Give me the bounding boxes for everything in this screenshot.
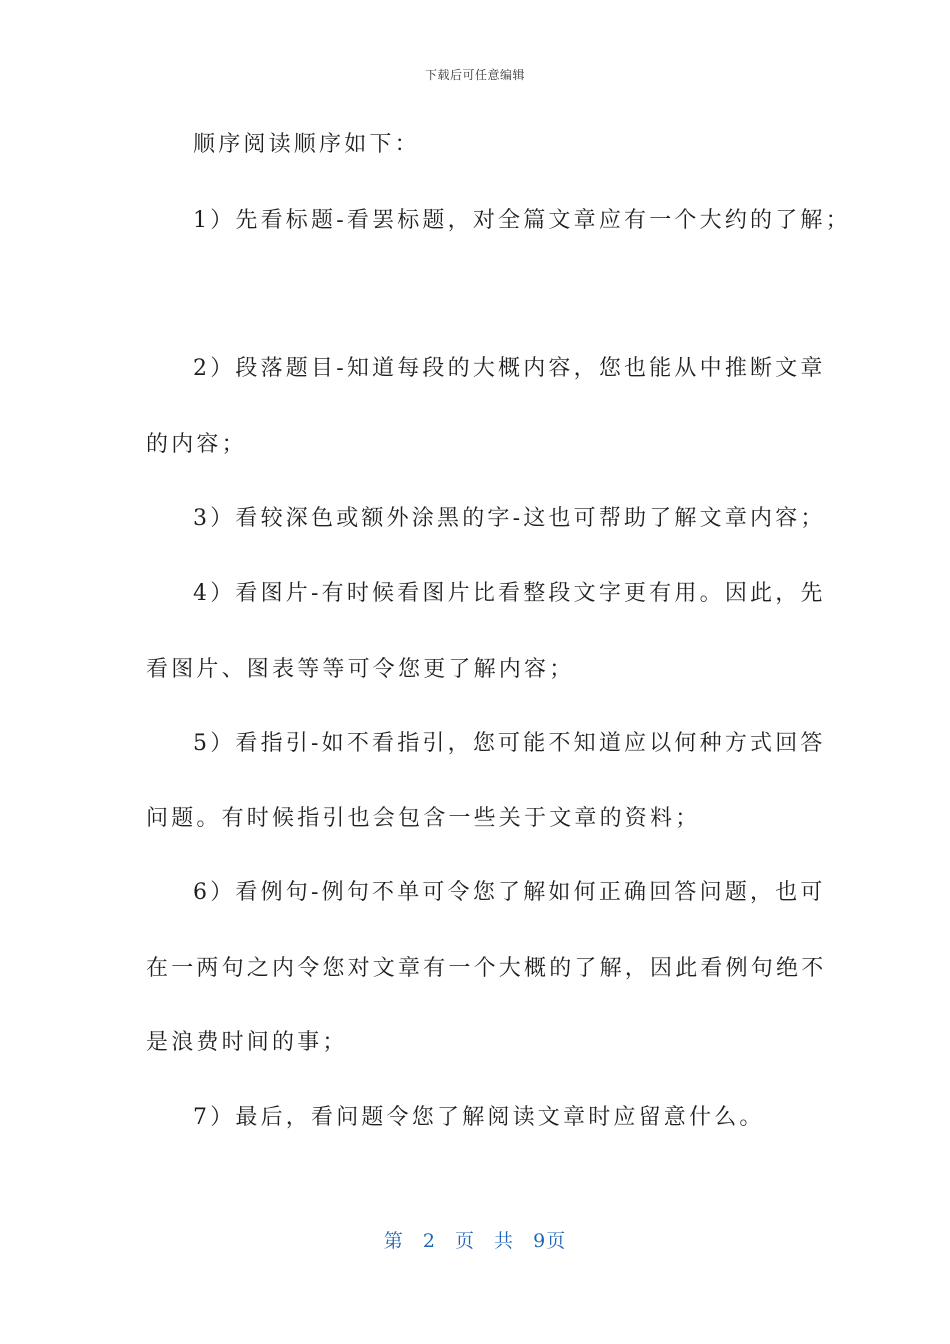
text-line: 看图片、图表等等可令您更了解内容； xyxy=(146,657,575,682)
footer-total-prefix: 共 xyxy=(494,1230,515,1252)
footer-current-page: 2 xyxy=(422,1230,436,1252)
text-line: 问题。有时候指引也会包含一些关于文章的资料； xyxy=(146,806,701,831)
text-line: 的内容； xyxy=(146,432,247,457)
text-line: 在一两句之内令您对文章有一个大概的了解，因此看例句绝不 xyxy=(146,956,827,981)
text-line: 1）先看标题-看罢标题，对全篇文章应有一个大约的了解； xyxy=(193,208,851,233)
text-line: 4）看图片-有时候看图片比看整段文字更有用。因此，先 xyxy=(193,581,826,606)
text-line: 7）最后，看问题令您了解阅读文章时应留意什么。 xyxy=(193,1105,765,1130)
header-note: 下载后可任意编辑 xyxy=(424,68,525,82)
footer-total-pages: 9页 xyxy=(533,1230,567,1252)
text-line: 顺序阅读顺序如下： xyxy=(193,132,420,157)
text-line: 2）段落题目-知道每段的大概内容，您也能从中推断文章 xyxy=(193,356,826,381)
text-line: 6）看例句-例句不单可令您了解如何正确回答问题，也可 xyxy=(193,880,826,905)
footer-prefix: 第 xyxy=(383,1230,404,1252)
text-line: 5）看指引-如不看指引，您可能不知道应以何种方式回答 xyxy=(193,731,826,756)
page-footer xyxy=(0,1226,950,1253)
footer-page-label: 页 xyxy=(454,1230,475,1252)
text-line: 3）看较深色或额外涂黑的字-这也可帮助了解文章内容； xyxy=(193,506,826,531)
text-line: 是浪费时间的事； xyxy=(146,1030,348,1055)
